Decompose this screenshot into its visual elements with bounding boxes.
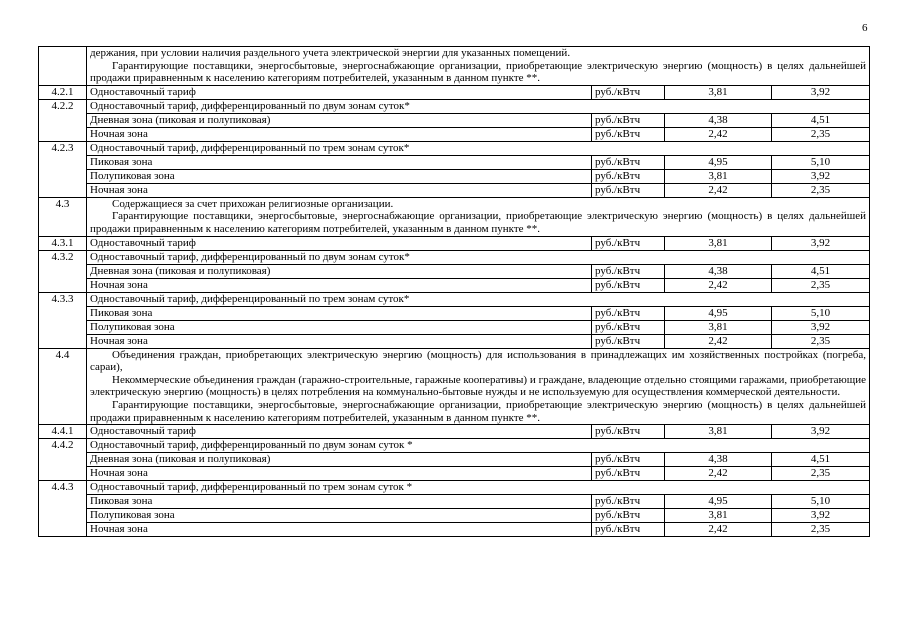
zone-label: Ночная зона xyxy=(87,523,592,537)
tariff-value-first-half: 3,81 xyxy=(665,236,772,250)
tariff-label: Одноставочный тариф xyxy=(87,85,592,99)
unit-cell: руб./кВтч xyxy=(592,264,665,278)
item-number: 4.2.1 xyxy=(39,85,87,99)
tariff-value-second-half: 4,51 xyxy=(772,453,870,467)
tariff-value-first-half: 4,38 xyxy=(665,453,772,467)
tariff-value-first-half: 4,95 xyxy=(665,495,772,509)
unit-cell: руб./кВтч xyxy=(592,113,665,127)
unit-cell: руб./кВтч xyxy=(592,425,665,439)
table-row xyxy=(39,509,870,523)
table-row xyxy=(39,348,870,425)
table-row xyxy=(39,495,870,509)
tariff-value-first-half: 4,95 xyxy=(665,155,772,169)
tariff-group-label: Одноставочный тариф, дифференцированный по трем зонам суток* xyxy=(87,292,870,306)
item-number: 4.3.2 xyxy=(39,250,87,292)
table-row xyxy=(39,439,870,453)
unit-cell: руб./кВтч xyxy=(592,169,665,183)
unit-cell: руб./кВтч xyxy=(592,85,665,99)
unit-cell: руб./кВтч xyxy=(592,127,665,141)
table-row xyxy=(39,292,870,306)
table-row xyxy=(39,169,870,183)
table-row xyxy=(39,523,870,537)
tariff-value-second-half: 3,92 xyxy=(772,425,870,439)
zone-label: Пиковая зона xyxy=(87,306,592,320)
item-number: 4.4.1 xyxy=(39,425,87,439)
description-paragraph: держания, при условии наличия раздельного учета электрической энергии для указанных помещений. xyxy=(90,47,571,59)
unit-cell: руб./кВтч xyxy=(592,306,665,320)
unit-cell: руб./кВтч xyxy=(592,278,665,292)
tariff-value-first-half: 2,42 xyxy=(665,467,772,481)
tariff-value-second-half: 3,92 xyxy=(772,509,870,523)
item-number: 4.3 xyxy=(39,197,87,236)
tariff-value-second-half: 3,92 xyxy=(772,320,870,334)
tariff-value-second-half: 5,10 xyxy=(772,155,870,169)
table-row xyxy=(39,99,870,113)
unit-cell: руб./кВтч xyxy=(592,155,665,169)
tariff-group-label: Одноставочный тариф, дифференцированный по двум зонам суток* xyxy=(87,250,870,264)
table-row xyxy=(39,141,870,155)
tariff-value-second-half: 2,35 xyxy=(772,127,870,141)
item-number: 4.2.3 xyxy=(39,141,87,197)
unit-cell: руб./кВтч xyxy=(592,320,665,334)
zone-label: Полупиковая зона xyxy=(87,509,592,523)
table-row xyxy=(39,467,870,481)
table-row xyxy=(39,183,870,197)
tariff-value-first-half: 3,81 xyxy=(665,169,772,183)
table-row xyxy=(39,481,870,495)
tariff-value-second-half: 4,51 xyxy=(772,264,870,278)
tariff-value-second-half: 2,35 xyxy=(772,183,870,197)
table-row xyxy=(39,425,870,439)
unit-cell: руб./кВтч xyxy=(592,183,665,197)
item-number: 4.3.3 xyxy=(39,292,87,348)
tariff-group-label: Одноставочный тариф, дифференцированный по трем зонам суток * xyxy=(87,481,870,495)
description-paragraph: Содержащиеся за счет прихожан религиозные организации. xyxy=(112,197,394,210)
unit-cell: руб./кВтч xyxy=(592,236,665,250)
zone-label: Ночная зона xyxy=(87,334,592,348)
unit-cell: руб./кВтч xyxy=(592,495,665,509)
description-paragraph: Объединения граждан, приобретающих электрическую энергию (мощность) для использования в принадлежащих им хозяйственных постройках (погреба, сараи), xyxy=(90,348,866,374)
description-paragraph: Гарантирующие поставщики, энергосбытовые, энергоснабжающие организации, приобретающие электрическую энергию (мощность) в целях дальнейшей продажи приравненным к населению категориям потребителей, указанным в данном пункте **. xyxy=(90,59,866,85)
zone-label: Дневная зона (пиковая и полупиковая) xyxy=(87,453,592,467)
tariff-value-second-half: 5,10 xyxy=(772,495,870,509)
description-paragraph: Гарантирующие поставщики, энергосбытовые, энергоснабжающие организации, приобретающие электрическую энергию (мощность) в целях дальнейшей продажи приравненным к населению категориям потребителей, указанным в данном пункте **. xyxy=(90,398,866,424)
tariff-value-second-half: 3,92 xyxy=(772,169,870,183)
table-row xyxy=(39,264,870,278)
zone-label: Пиковая зона xyxy=(87,495,592,509)
table-row xyxy=(39,47,870,86)
tariff-group-label: Одноставочный тариф, дифференцированный по трем зонам суток* xyxy=(87,141,870,155)
zone-label: Полупиковая зона xyxy=(87,169,592,183)
tariff-value-second-half: 2,35 xyxy=(772,523,870,537)
tariff-value-first-half: 3,81 xyxy=(665,509,772,523)
table-row xyxy=(39,320,870,334)
tariff-value-first-half: 2,42 xyxy=(665,334,772,348)
unit-cell: руб./кВтч xyxy=(592,467,665,481)
table-row xyxy=(39,306,870,320)
table-row xyxy=(39,113,870,127)
tariff-value-first-half: 3,81 xyxy=(665,320,772,334)
table-row xyxy=(39,453,870,467)
zone-label: Ночная зона xyxy=(87,278,592,292)
unit-cell: руб./кВтч xyxy=(592,523,665,537)
table-row xyxy=(39,85,870,99)
zone-label: Дневная зона (пиковая и полупиковая) xyxy=(87,264,592,278)
tariff-value-second-half: 4,51 xyxy=(772,113,870,127)
item-number: 4.4 xyxy=(39,348,87,425)
item-number: 4.2.2 xyxy=(39,99,87,141)
tariff-value-second-half: 2,35 xyxy=(772,278,870,292)
table-row xyxy=(39,250,870,264)
zone-label: Ночная зона xyxy=(87,183,592,197)
table-row xyxy=(39,334,870,348)
tariff-value-first-half: 4,38 xyxy=(665,264,772,278)
tariff-table xyxy=(38,46,870,537)
tariff-value-second-half: 5,10 xyxy=(772,306,870,320)
table-row xyxy=(39,278,870,292)
tariff-value-first-half: 3,81 xyxy=(665,425,772,439)
zone-label: Ночная зона xyxy=(87,127,592,141)
tariff-label: Одноставочный тариф xyxy=(87,236,592,250)
tariff-value-second-half: 2,35 xyxy=(772,334,870,348)
item-number: 4.3.1 xyxy=(39,236,87,250)
table-row xyxy=(39,155,870,169)
section-description xyxy=(87,47,870,86)
table-row xyxy=(39,197,870,236)
item-number xyxy=(39,47,87,86)
unit-cell: руб./кВтч xyxy=(592,509,665,523)
zone-label: Дневная зона (пиковая и полупиковая) xyxy=(87,113,592,127)
section-description xyxy=(87,348,870,425)
tariff-value-first-half: 2,42 xyxy=(665,278,772,292)
item-number: 4.4.3 xyxy=(39,481,87,537)
description-paragraph: Некоммерческие объединения граждан (гаражно-строительные, гаражные кооперативы) и граждане, владеющие отдельно стоящими гаражами, приобретающие электрическую энергию (мощность) в целях потребления на коммунально-бытовые нужды и не используемую для осуществления коммерческой деятельности. xyxy=(90,373,866,399)
tariff-value-first-half: 2,42 xyxy=(665,523,772,537)
page-number: 6 xyxy=(862,22,868,34)
zone-label: Пиковая зона xyxy=(87,155,592,169)
tariff-value-second-half: 3,92 xyxy=(772,236,870,250)
tariff-value-second-half: 2,35 xyxy=(772,467,870,481)
section-description xyxy=(87,197,870,236)
unit-cell: руб./кВтч xyxy=(592,453,665,467)
tariff-group-label: Одноставочный тариф, дифференцированный по двум зонам суток * xyxy=(87,439,870,453)
description-paragraph: Гарантирующие поставщики, энергосбытовые, энергоснабжающие организации, приобретающие электрическую энергию (мощность) в целях дальнейшей продажи приравненным к населению категориям потребителей, указанным в данном пункте **. xyxy=(90,210,866,235)
tariff-value-first-half: 4,38 xyxy=(665,113,772,127)
zone-label: Ночная зона xyxy=(87,467,592,481)
tariff-value-second-half: 3,92 xyxy=(772,85,870,99)
table-row xyxy=(39,127,870,141)
tariff-value-first-half: 4,95 xyxy=(665,306,772,320)
tariff-value-first-half: 2,42 xyxy=(665,127,772,141)
unit-cell: руб./кВтч xyxy=(592,334,665,348)
tariff-value-first-half: 3,81 xyxy=(665,85,772,99)
item-number: 4.4.2 xyxy=(39,439,87,481)
tariff-group-label: Одноставочный тариф, дифференцированный по двум зонам суток* xyxy=(87,99,870,113)
tariff-value-first-half: 2,42 xyxy=(665,183,772,197)
zone-label: Полупиковая зона xyxy=(87,320,592,334)
tariff-label: Одноставочный тариф xyxy=(87,425,592,439)
table-row xyxy=(39,236,870,250)
